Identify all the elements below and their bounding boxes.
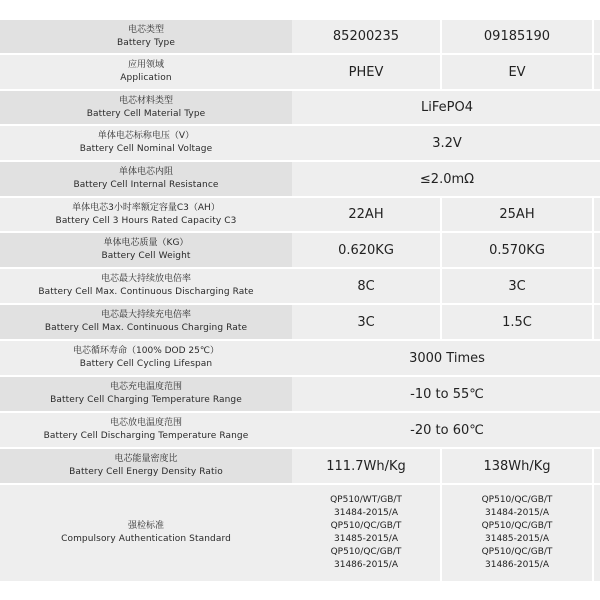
row-label-cn: 电芯最大持续放电倍率: [100, 274, 191, 284]
row-label-cn: 单体电芯标称电压（V）: [97, 131, 195, 141]
value-cell: 22AH: [292, 198, 440, 231]
row-label-cn: 电芯充电温度范围: [109, 382, 182, 392]
standard-line: QP510/QC/GB/T: [481, 495, 553, 505]
row-label-en: Battery Cell Discharging Temperature Range: [43, 431, 249, 441]
value-cell-cropped: [592, 449, 600, 483]
value-cell-cropped: [592, 198, 600, 231]
value-cell: PHEV: [292, 55, 440, 89]
value-cell: 0.570KG: [440, 233, 592, 267]
row-header: [0, 55, 292, 89]
table-row: [0, 20, 600, 55]
row-label-en: Battery Type: [116, 37, 176, 48]
table-row: [0, 55, 600, 91]
spec-table: [0, 20, 600, 583]
row-label-en: Battery Cell Weight: [101, 251, 191, 261]
row-label-cn: 应用领域: [127, 60, 164, 70]
table-row: [0, 341, 600, 377]
value-cell: 0.620KG: [292, 233, 440, 267]
row-header: [0, 269, 292, 303]
row-label-en: Battery Cell Internal Resistance: [73, 180, 219, 190]
value-cell: EV: [440, 55, 592, 89]
value-cell-cropped: [592, 55, 600, 89]
table-row: [0, 198, 600, 233]
row-label-en: Battery Cell Charging Temperature Range: [50, 395, 242, 405]
row-header: [0, 198, 292, 231]
table-row: [0, 305, 600, 341]
row-header: [0, 485, 292, 581]
value-cell: 3C: [292, 305, 440, 339]
value-cell: 1.5C: [440, 305, 592, 339]
value-cell: 3C: [440, 269, 592, 303]
merged-value-cell: LiFePO4: [292, 91, 600, 124]
row-header: [0, 449, 292, 483]
table-row: [0, 269, 600, 305]
standard-line: 31486-2015/A: [334, 560, 398, 570]
row-label-cn: 电芯能量密度比: [114, 454, 178, 464]
standard-line: 31485-2015/A: [334, 534, 398, 544]
row-label-cn: 单体电芯质量（KG）: [103, 238, 189, 248]
row-label-cn: 电芯材料类型: [118, 95, 173, 106]
row-header: [0, 162, 292, 196]
row-label-en: Battery Cell Cycling Lifespan: [79, 359, 213, 369]
value-cell-cropped: [592, 20, 600, 53]
row-label-en: Battery Cell Nominal Voltage: [79, 144, 213, 154]
table-row: [0, 377, 600, 413]
row-label-cn: 单体电芯3小时率额定容量C3（AH）: [72, 202, 220, 213]
merged-value-cell: 3000 Times: [292, 341, 600, 375]
standard-line: QP510/QC/GB/T: [481, 547, 553, 557]
value-cell-cropped: [592, 305, 600, 339]
row-header: [0, 413, 292, 447]
standard-line: QP510/QC/GB/T: [330, 521, 402, 531]
value-cell: 25AH: [440, 198, 592, 231]
table-row: [0, 413, 600, 449]
row-label-cn: 电芯类型: [127, 24, 164, 35]
standard-line: 31486-2015/A: [485, 560, 549, 570]
standard-line: 31484-2015/A: [485, 508, 549, 518]
standard-line: 31484-2015/A: [334, 508, 398, 518]
value-cell: 85200235: [292, 20, 440, 53]
row-header: [0, 91, 292, 124]
table-row: [0, 233, 600, 269]
row-label-en: Battery Cell Material Type: [86, 108, 206, 119]
row-label-en: Battery Cell Max. Continuous Discharging Rate: [38, 287, 254, 297]
standard-line: QP510/QC/GB/T: [330, 547, 402, 557]
row-label-en: Battery Cell 3 Hours Rated Capacity C3: [55, 215, 237, 226]
row-label-en: Battery Cell Energy Density Ratio: [69, 467, 223, 477]
value-cell-cropped: [592, 233, 600, 267]
row-header: [0, 377, 292, 411]
merged-value-cell: 3.2V: [292, 126, 600, 160]
standard-value-cell: [292, 485, 440, 581]
merged-value-cell: ≤2.0mΩ: [292, 162, 600, 196]
standard-line: 31485-2015/A: [485, 534, 549, 544]
value-cell: 8C: [292, 269, 440, 303]
table-row: [0, 162, 600, 198]
table-row-standard: [0, 485, 600, 583]
row-label-cn: 单体电芯内阻: [118, 167, 173, 177]
value-cell-cropped: [592, 269, 600, 303]
table-row: [0, 126, 600, 162]
row-label-en: Application: [120, 73, 172, 83]
row-header: [0, 341, 292, 375]
value-cell: 09185190: [440, 20, 592, 53]
standard-line: QP510/QC/GB/T: [481, 521, 553, 531]
value-cell-cropped: [592, 485, 600, 581]
row-label-cn: 强检标准: [127, 521, 164, 531]
row-header: [0, 305, 292, 339]
row-label-en: Compulsory Authentication Standard: [61, 534, 231, 544]
row-label-cn: 电芯放电温度范围: [109, 418, 182, 428]
table-row: [0, 449, 600, 485]
row-header: [0, 126, 292, 160]
merged-value-cell: -20 to 60℃: [292, 413, 600, 447]
row-label-cn: 电芯循环寿命（100% DOD 25℃）: [73, 346, 219, 356]
table-row: [0, 91, 600, 126]
value-cell: 138Wh/Kg: [440, 449, 592, 483]
row-header: [0, 233, 292, 267]
standard-line: QP510/WT/GB/T: [330, 495, 402, 505]
value-cell: 111.7Wh/Kg: [292, 449, 440, 483]
merged-value-cell: -10 to 55℃: [292, 377, 600, 411]
standard-value-cell: [440, 485, 592, 581]
row-header: [0, 20, 292, 53]
row-label-en: Battery Cell Max. Continuous Charging Rate: [44, 323, 248, 333]
row-label-cn: 电芯最大持续充电倍率: [100, 310, 191, 320]
